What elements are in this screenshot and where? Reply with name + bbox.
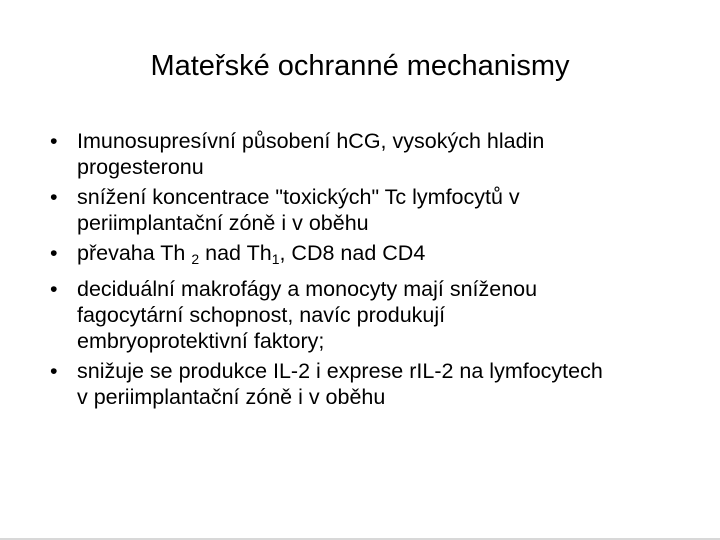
slide-title: Mateřské ochranné mechanismy bbox=[150, 50, 570, 82]
bullet-dot-icon: • bbox=[50, 185, 58, 209]
bullet-dot-icon: • bbox=[50, 277, 58, 301]
bullet-2-line-1: snížení koncentrace "toxických" Tc lymfocytů v bbox=[77, 185, 520, 209]
bullet-2-line-2: periimplantační zóně i v oběhu bbox=[77, 211, 369, 235]
bullet-item-3 bbox=[48, 240, 688, 272]
bullet-item-5 bbox=[48, 358, 688, 410]
bullet-item-2 bbox=[48, 184, 688, 236]
bullet-dot-icon: • bbox=[50, 241, 58, 265]
bullet-1-line-2: progesteronu bbox=[77, 155, 204, 179]
bullet-3-subscript-a: 2 bbox=[191, 251, 200, 267]
bullet-5-line-2: v periimplantační zóně i v oběhu bbox=[77, 385, 386, 409]
bullet-dot-icon: • bbox=[50, 359, 58, 383]
bullet-4-line-3: embryoprotektivní faktory; bbox=[77, 329, 325, 353]
bullet-4-line-1: deciduální makrofágy a monocyty mají sníženou bbox=[77, 277, 538, 301]
bullet-item-4 bbox=[48, 276, 688, 354]
bullet-3-text-c: , CD8 nad CD4 bbox=[279, 241, 426, 265]
bullet-1-line-1: Imunosupresívní působení hCG, vysokých hladin bbox=[77, 129, 545, 153]
bullet-3-subscript-b: 1 bbox=[271, 251, 280, 267]
bullet-3-text-a: převaha Th bbox=[77, 241, 192, 265]
bullet-4-line-2: fagocytární schopnost, navíc produkují bbox=[77, 303, 446, 327]
bullet-dot-icon: • bbox=[50, 129, 58, 153]
bullet-item-1 bbox=[48, 128, 688, 180]
bullet-list bbox=[48, 128, 688, 414]
bullet-3-text-b: nad Th bbox=[199, 241, 272, 265]
bullet-5-line-1: snižuje se produkce IL-2 i exprese rIL-2 na lymfocytech bbox=[77, 359, 603, 383]
